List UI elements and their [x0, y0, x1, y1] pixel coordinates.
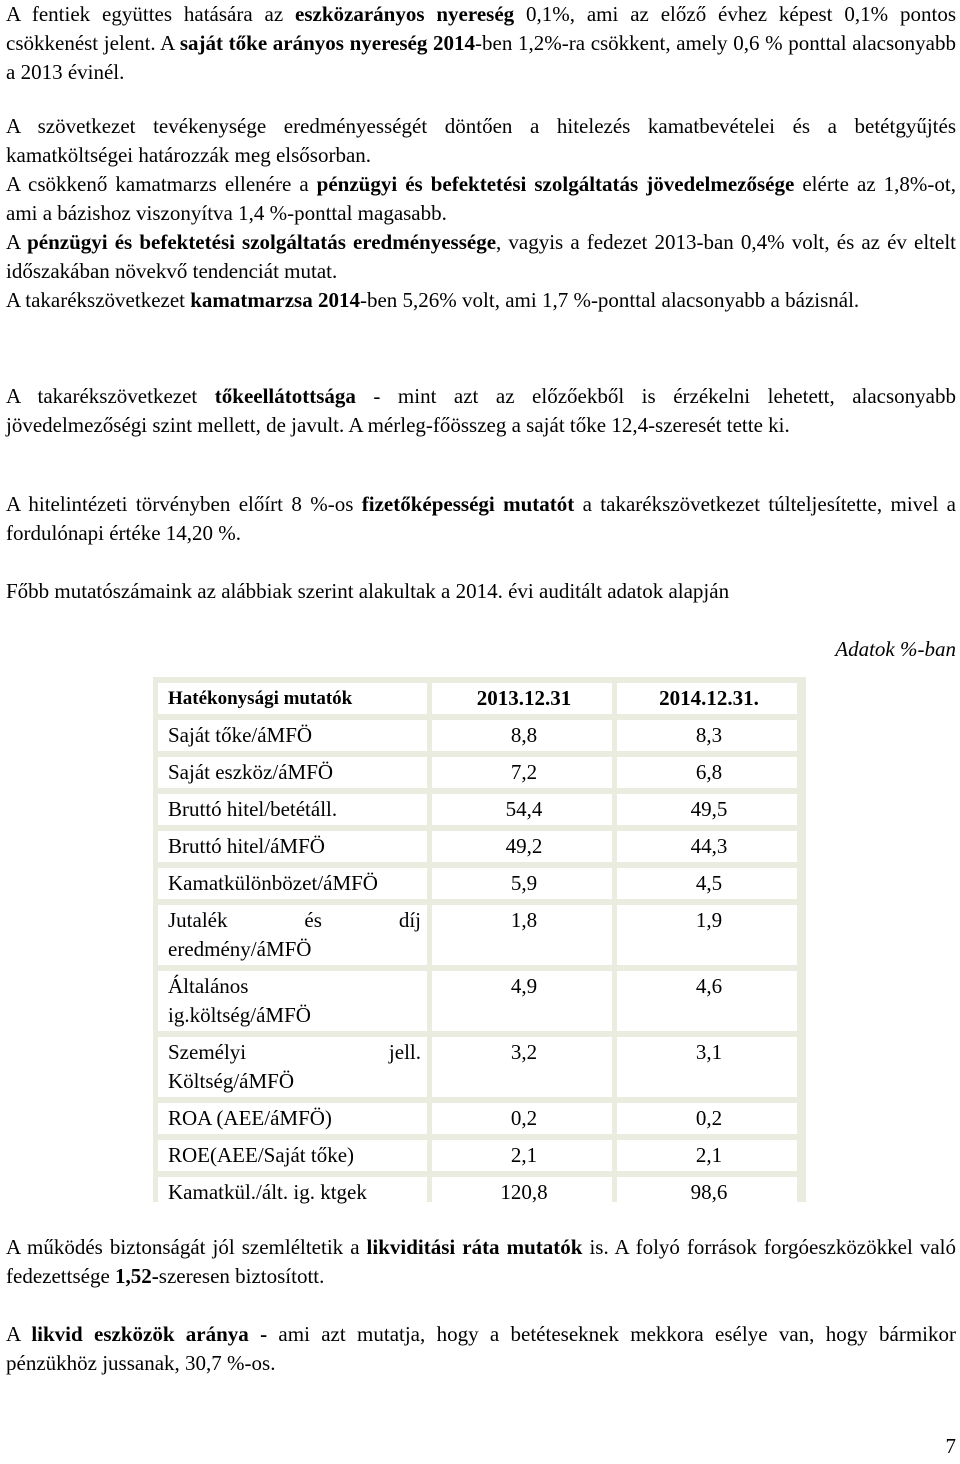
- header-cell: Hatékonysági mutatók: [158, 683, 427, 714]
- text: A pénzügyi és befektetési szolgáltatás eredményessége, vagyis a fedezet 2013-ban 0,4% volt, és az év eltelt időszakában növekvő tendenciát mutat.: [6, 230, 956, 283]
- text: A csökkenő kamatmarzs ellenére a pénzügyi és befektetési szolgáltatás jövedelmezősége elérte az 1,8%-ot, ami a bázishoz viszonyítva 1,4 %-ponttal magasabb.: [6, 172, 956, 225]
- row-label: Kamatkülönbözet/áMFÖ: [158, 868, 427, 899]
- text: -ben 1,2%-ra csökkent, amely 0,6 % ponttal alacsonyabb a 2013 évinél.: [6, 31, 957, 84]
- bold-term: 1,52-: [115, 1264, 159, 1288]
- value-2014: 3,1: [617, 1037, 797, 1097]
- value-2014: 0,2: [617, 1103, 797, 1134]
- value-2014: 4,6: [617, 971, 797, 1031]
- row-label: Saját tőke/áMFÖ: [158, 720, 427, 751]
- value-2013: 5,9: [432, 868, 612, 899]
- row-label: Személyi jell. Költség/áMFÖ: [158, 1037, 427, 1097]
- text: A fentiek együttes hatására az: [6, 2, 296, 26]
- value-2013: 8,8: [432, 720, 612, 751]
- bold-term: likvid eszközök aránya -: [31, 1322, 268, 1346]
- header-cell: 2013.12.31: [432, 683, 612, 714]
- value-2014: 49,5: [617, 794, 797, 825]
- value-2013: 1,8: [432, 905, 612, 965]
- value-2014: 8,3: [617, 720, 797, 751]
- efficiency-table: [153, 677, 806, 1202]
- table-row: [158, 794, 797, 825]
- bold-term: pénzügyi és befektetési szolgáltatás eredményessége: [27, 230, 497, 254]
- text: A szövetkezet tevékenysége eredményességét döntően a hitelezés kamatbevételei és a betétgyűjtés kamatköltségei határozzák meg elsősorban.: [6, 114, 956, 167]
- paragraph-profitability: [6, 0, 956, 87]
- value-2013: 54,4: [432, 794, 612, 825]
- table-row: [158, 757, 797, 788]
- table-header-row: [158, 683, 797, 714]
- row-label: ROA (AEE/áMFÖ): [158, 1103, 427, 1134]
- value-2013: 120,8: [432, 1177, 612, 1208]
- table-row: [158, 971, 797, 1031]
- value-2014: 44,3: [617, 831, 797, 862]
- row-label: Kamatkül./ált. ig. ktgek: [158, 1177, 427, 1208]
- text: 0,1%, ami az előző évhez képest 0,1% pontos csökkenést jelent. A: [6, 2, 956, 55]
- row-label: ROE(AEE/Saját tőke): [158, 1140, 427, 1171]
- bold-term: likviditási ráta mutatók: [366, 1235, 583, 1259]
- bold-term: eszközarányos nyereség: [295, 2, 515, 26]
- row-label: Bruttó hitel/áMFÖ: [158, 831, 427, 862]
- value-2013: 3,2: [432, 1037, 612, 1097]
- table-row: [158, 1140, 797, 1171]
- value-2014: 1,9: [617, 905, 797, 965]
- paragraph-liquid-assets: A likvid eszközök aránya - ami azt mutatja, hogy a betéteseknek mekkora esélye van, hogy bármikor pénzükhöz jussanak, 30,7 %-os.: [6, 1322, 956, 1375]
- bold-term: tőkeellátottsága: [214, 384, 356, 408]
- value-2014: 2,1: [617, 1140, 797, 1171]
- value-2014: 6,8: [617, 757, 797, 788]
- row-label: Jutalék és díj eredmény/áMFÖ: [158, 905, 427, 965]
- value-2014: 98,6: [617, 1177, 797, 1208]
- row-label: Saját eszköz/áMFÖ: [158, 757, 427, 788]
- value-2013: 4,9: [432, 971, 612, 1031]
- paragraph-intro-table: Főbb mutatószámaink az alábbiak szerint alakultak a 2014. évi auditált adatok alapján: [6, 579, 730, 603]
- value-2014: 4,5: [617, 868, 797, 899]
- table-row: [158, 905, 797, 965]
- paragraph-capital: A takarékszövetkezet tőkeellátottsága - mint azt az előzőekből is érzékelni lehetett, alacsonyabb jövedelmezőségi szint mellett, de javult. A mérleg-főösszeg a saját tőke 12,4-szeresét tette ki.: [6, 384, 956, 437]
- bold-term: pénzügyi és befektetési szolgáltatás jövedelmezősége: [316, 172, 795, 196]
- text: A takarékszövetkezet kamatmarzsa 2014-ben 5,26% volt, ami 1,7 %-ponttal alacsonyabb a bázisnál.: [6, 288, 860, 312]
- row-label: Bruttó hitel/betétáll.: [158, 794, 427, 825]
- bold-term: kamatmarzsa 2014: [190, 288, 360, 312]
- bold-term: fizetőképességi mutatót: [361, 492, 575, 516]
- paragraph-solvency: A hitelintézeti törvényben előírt 8 %-os fizetőképességi mutatót a takarékszövetkezet túlteljesítette, mivel a fordulónapi értéke 14,20 %.: [6, 492, 956, 545]
- table-row: [158, 1037, 797, 1097]
- page-number: 7: [945, 1434, 956, 1458]
- table-row: [158, 831, 797, 862]
- value-2013: 7,2: [432, 757, 612, 788]
- value-2013: 49,2: [432, 831, 612, 862]
- table-row: [158, 720, 797, 751]
- paragraph-interest: [6, 112, 956, 315]
- value-2013: 2,1: [432, 1140, 612, 1171]
- header-cell: 2014.12.31.: [617, 683, 797, 714]
- value-2013: 0,2: [432, 1103, 612, 1134]
- table-row: [158, 1103, 797, 1134]
- table-row: [158, 868, 797, 899]
- unit-note: Adatok %-ban: [835, 637, 956, 661]
- table-row: [158, 1177, 797, 1208]
- row-label: Általános ig.költség/áMFÖ: [158, 971, 427, 1031]
- bold-term: saját tőke arányos nyereség 2014: [179, 31, 476, 55]
- paragraph-liquidity: A működés biztonságát jól szemléltetik a likviditási ráta mutatók is. A folyó források forgóeszközökkel való fedezettsége 1,52-szeresen biztosított.: [6, 1235, 956, 1288]
